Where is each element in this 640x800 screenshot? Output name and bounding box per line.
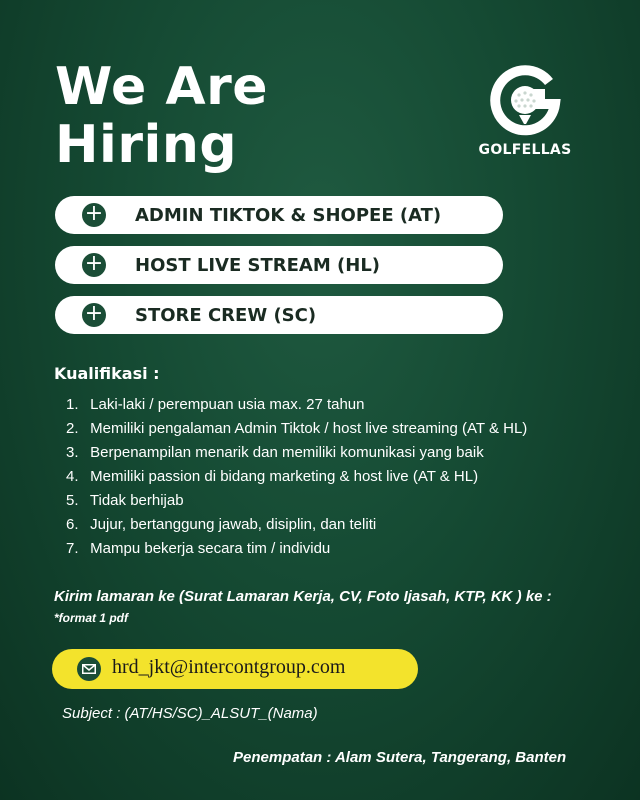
list-item [66,441,527,465]
position-label: STORE CREW (SC) [135,305,317,326]
mail-icon [77,657,101,681]
position-host-live[interactable] [55,246,503,284]
send-instructions: Kirim lamaran ke (Surat Lamaran Kerja, CV, Foto Ijasah, KTP, KK ) ke : [54,588,552,605]
position-label: ADMIN TIKTOK & SHOPEE (AT) [135,205,442,226]
item-number: 4. [66,468,79,485]
positions-list [55,196,503,346]
item-text: Memiliki pengalaman Admin Tiktok / host live streaming (AT & HL) [90,420,528,437]
item-text: Tidak berhijab [89,492,184,509]
plus-icon: + [82,203,106,227]
email-address: hrd_jkt@intercontgroup.com [112,656,346,678]
position-label: HOST LIVE STREAM (HL) [135,255,381,276]
item-number: 7. [66,540,79,557]
logo-text: GOLFELLAS [478,142,572,158]
item-number: 5. [66,492,79,509]
position-admin-tiktok[interactable] [55,196,503,234]
title-line-2: Hiring [55,115,238,175]
item-number: 3. [66,444,79,461]
list-item [66,537,527,561]
item-number: 1. [66,396,79,413]
golf-ball-g-icon [485,60,565,140]
list-item [66,513,527,537]
page-title [55,58,268,174]
qualifications-list [66,393,527,561]
email-button[interactable] [52,649,418,689]
list-item [66,417,527,441]
item-number: 2. [66,420,79,437]
list-item [66,393,527,417]
item-number: 6. [66,516,79,533]
title-line-1: We Are [55,57,269,117]
item-text: Berpenampilan menarik dan memiliki komunikasi yang baik [90,444,484,461]
plus-icon: + [82,253,106,277]
item-text: Laki-laki / perempuan usia max. 27 tahun [90,396,365,413]
golfellas-logo [470,60,580,170]
item-text: Memiliki passion di bidang marketing & host live (AT & HL) [90,468,479,485]
item-text: Mampu bekerja secara tim / individu [90,540,331,557]
qualifications-title: Kualifikasi : [54,364,160,383]
list-item [66,465,527,489]
item-text: Jujur, bertanggung jawab, disiplin, dan teliti [90,516,377,533]
subject-format: Subject : (AT/HS/SC)_ALSUT_(Nama) [62,705,318,722]
format-note: *format 1 pdf [54,611,129,625]
plus-icon: + [82,303,106,327]
position-store-crew[interactable] [55,296,503,334]
placement-location: Penempatan : Alam Sutera, Tangerang, Banten [233,749,567,766]
list-item [66,489,527,513]
